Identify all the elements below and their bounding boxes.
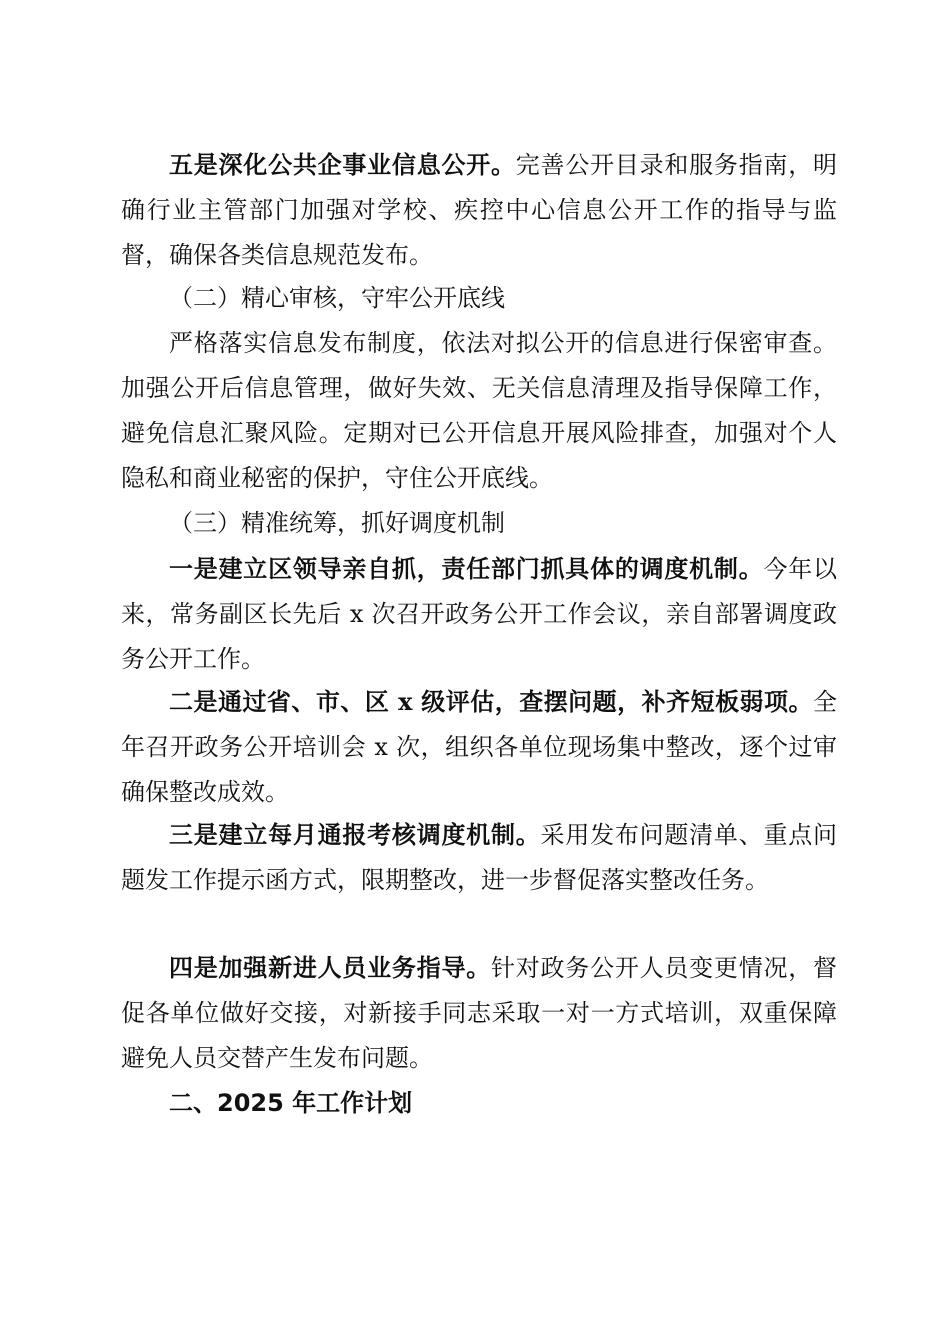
paragraph-evaluation bbox=[121, 679, 837, 815]
paragraph-leadership-mechanism bbox=[121, 546, 837, 682]
paragraph-lead: 五是深化公共企事业信息公开。 bbox=[169, 150, 516, 179]
paragraph-body: 今年以来，常务副区长先后 x 次召开政务公开工作会议，亲自部署调度政务公开工作。 bbox=[121, 555, 838, 673]
paragraph-body: 完善公开目录和服务指南，明确行业主管部门加强对学校、疾控中心信息公开工作的指导与监督，确保各类信息规范发布。 bbox=[121, 151, 838, 269]
paragraph-body: 采用发布问题清单、重点问题发工作提示函方式，限期整改，进一步督促落实整改任务。 bbox=[121, 821, 838, 894]
paragraph-lead: 二是通过省、市、区 x 级评估，查摆问题，补齐短板弱项。 bbox=[169, 687, 813, 716]
section-title-2025-plan: 二、2025 年工作计划 bbox=[169, 1089, 413, 1117]
paragraph-body: 针对政务公开人员变更情况，督促各单位做好交接，对新接手同志采取一对一方式培训，双重保障避免人员交替产生发布问题。 bbox=[121, 954, 837, 1072]
paragraph-lead: 三是建立每月通报考核调度机制。 bbox=[169, 820, 541, 849]
paragraph-monthly-report bbox=[121, 812, 837, 903]
paragraph-body: 全年召开政务公开培训会 x 次，组织各单位现场集中整改，逐个过审确保整改成效。 bbox=[121, 688, 837, 806]
paragraph-lead: 一是建立区领导亲自抓，责任部门抓具体的调度机制。 bbox=[169, 554, 764, 583]
subheading-coordination: （三）精准统筹，抓好调度机制 bbox=[169, 509, 505, 537]
paragraph-new-staff-guidance bbox=[121, 945, 837, 1081]
paragraph-review-body: 严格落实信息发布制度，依法对拟公开的信息进行保密审查。加强公开后信息管理，做好失效、无关信息清理及指导保障工作，避免信息汇聚风险。定期对已公开信息开展风险排查，加强对个人隐私和商业秘密的保护，守住公开底线。 bbox=[121, 329, 837, 492]
paragraph-lead: 四是加强新进人员业务指导。 bbox=[169, 953, 491, 982]
paragraph-public-enterprise-info bbox=[121, 142, 837, 278]
subheading-review: （二）精心审核，守牢公开底线 bbox=[169, 284, 505, 312]
